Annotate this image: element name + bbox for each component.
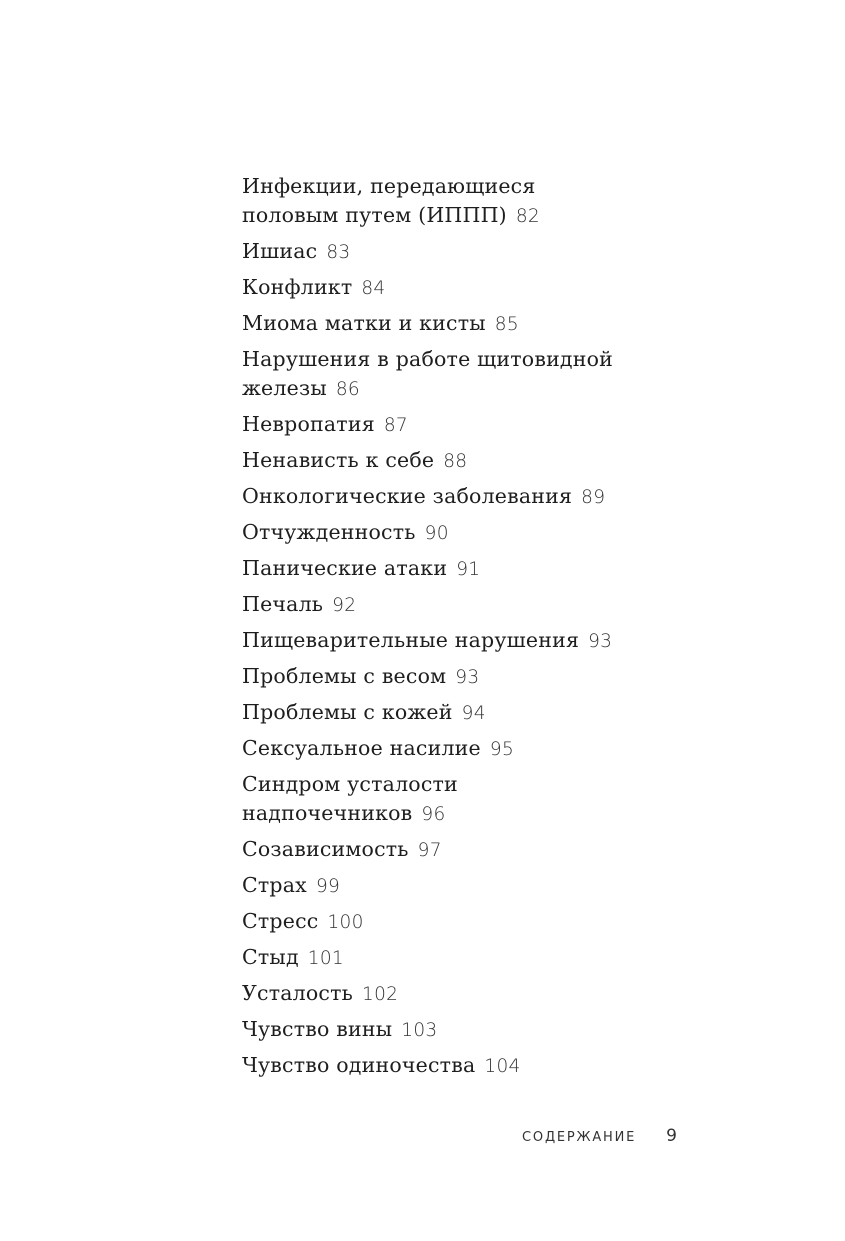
- toc-entry: [242, 943, 662, 973]
- toc-entry: [242, 554, 662, 584]
- toc-entry-page: 89: [581, 487, 606, 508]
- footer-page-number: 9: [666, 1126, 677, 1146]
- toc-entry-page: 93: [455, 667, 480, 688]
- toc-entry-title: Невропатия: [242, 412, 375, 436]
- toc-entry-title: Ишиас: [242, 239, 318, 263]
- running-footer: [522, 1126, 677, 1146]
- toc-entry: [242, 309, 662, 339]
- toc-entry-title: Ненависть к себе: [242, 448, 435, 472]
- toc-entry: [242, 698, 662, 728]
- toc-entry: [242, 770, 662, 829]
- toc-entry: [242, 518, 662, 548]
- toc-entry-page: 82: [515, 206, 540, 227]
- toc-entry-page: 100: [327, 912, 364, 933]
- toc-entry-title: Страх: [242, 873, 307, 897]
- toc-entry-title: Стресс: [242, 909, 319, 933]
- toc-entry-title: Сексуальное насилие: [242, 736, 481, 760]
- toc-entry-title: Печаль: [242, 592, 324, 616]
- toc-entry-page: 84: [361, 278, 386, 299]
- toc-entry-page: 85: [494, 314, 519, 335]
- toc-entry-page: 91: [456, 559, 481, 580]
- toc-entry-title: Проблемы с весом: [242, 664, 447, 688]
- toc-entry-page: 103: [401, 1020, 438, 1041]
- toc-entry-page: 86: [335, 379, 360, 400]
- toc-entry: [242, 482, 662, 512]
- toc-entry-page: 97: [417, 840, 442, 861]
- toc-entry: [242, 410, 662, 440]
- toc-entry: [242, 237, 662, 267]
- toc-entry-title: Усталость: [242, 981, 354, 1005]
- toc-entry-title: Онкологические заболевания: [242, 484, 573, 508]
- toc-entry-page: 104: [484, 1056, 521, 1077]
- toc-entry-title: Чувство вины: [242, 1017, 393, 1041]
- toc-entry: [242, 626, 662, 656]
- toc-entry-page: 101: [307, 948, 344, 969]
- toc-entry-page: 95: [489, 739, 515, 760]
- toc-entry-title: Созависимость: [242, 837, 409, 861]
- toc-entry-title: Миома матки и кисты: [242, 311, 486, 335]
- toc-entry-title: Инфекции, передающиеся половым путем (ИППП): [242, 174, 536, 227]
- toc-entry-title: Чувство одиночества: [242, 1053, 476, 1077]
- toc-entry-title: Отчужденность: [242, 520, 416, 544]
- toc-entry-title: Нарушения в работе щитовидной железы: [242, 347, 614, 400]
- toc-entry: [242, 345, 662, 404]
- toc-entry: [242, 734, 662, 764]
- toc-entry: [242, 835, 662, 865]
- toc-entry: [242, 590, 662, 620]
- toc-entry: [242, 1051, 662, 1081]
- toc-entry: [242, 662, 662, 692]
- toc-entry-title: Пищеварительные нарушения: [242, 628, 580, 652]
- toc-entry-page: 92: [332, 595, 357, 616]
- toc-entry-page: 90: [424, 523, 449, 544]
- toc-entry: [242, 172, 662, 231]
- toc-entry: [242, 979, 662, 1009]
- toc-entry-title: Конфликт: [242, 275, 353, 299]
- toc-entry: [242, 871, 662, 901]
- toc-entry-page: 93: [588, 631, 613, 652]
- toc-entry: [242, 273, 662, 303]
- toc-entry: [242, 907, 662, 937]
- toc-entry-page: 96: [421, 804, 446, 825]
- footer-section-title: СОДЕРЖАНИЕ: [522, 1130, 637, 1145]
- toc-entry: [242, 446, 662, 476]
- toc-entry-page: 87: [383, 415, 408, 436]
- toc-entry-title: Стыд: [242, 945, 299, 969]
- table-of-contents: [242, 172, 662, 1087]
- toc-entry-page: 94: [461, 703, 486, 724]
- toc-entry-title: Проблемы с кожей: [242, 700, 453, 724]
- toc-entry-title: Синдром усталости надпочечников: [242, 772, 458, 825]
- toc-entry-page: 102: [362, 984, 399, 1005]
- toc-entry-title: Панические атаки: [242, 556, 448, 580]
- toc-entry-page: 88: [443, 451, 468, 472]
- toc-entry-page: 83: [326, 242, 351, 263]
- toc-entry: [242, 1015, 662, 1045]
- toc-entry-page: 99: [315, 876, 341, 897]
